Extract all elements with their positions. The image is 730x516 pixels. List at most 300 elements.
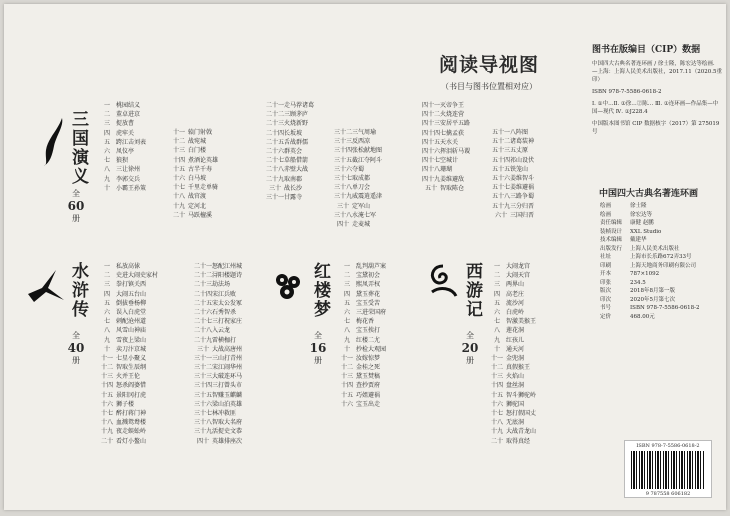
volume-title: 桃园结义	[116, 102, 141, 109]
volume-title: 梅花香	[356, 318, 375, 326]
spec-value: 上海市长乐路672弄33号	[630, 254, 692, 260]
title-list-item	[170, 128, 218, 137]
volume-title: 火并王伦	[116, 373, 141, 381]
title-list-item	[266, 129, 314, 138]
title-list-item	[338, 262, 386, 271]
title-list-item	[488, 437, 536, 446]
title-list-item	[194, 409, 242, 418]
volume-title: 三分归晋	[510, 202, 535, 210]
volume-number: 三	[103, 281, 110, 289]
spec-row	[600, 296, 699, 305]
volume-title: 白马坡	[188, 174, 207, 182]
title-list-item	[98, 138, 146, 147]
title-list-item	[266, 101, 314, 110]
volume-number: 十九	[100, 428, 113, 436]
volume-number: 九	[343, 336, 350, 344]
volume-title: 三国归晋	[510, 211, 535, 219]
volume-number: 十一	[172, 129, 185, 136]
volume-number: 二十五	[266, 138, 285, 146]
shuihu-col-2	[194, 262, 242, 446]
spec-value: ISBN 978-7-5586-0618-2	[630, 305, 700, 311]
volume-number: 五十三	[492, 147, 511, 155]
volume-number: 十八	[100, 419, 113, 427]
cip-line: 中国版本图书馆 CIP 数据核字（2017）第 275019 号	[592, 121, 720, 135]
flower-icon	[272, 270, 304, 304]
volume-number: 三十一	[194, 354, 213, 362]
volume-title: 英雄排座次	[212, 437, 243, 445]
volume-number: 十七	[100, 410, 113, 417]
title-list-item	[98, 299, 158, 308]
title-list-item	[334, 137, 382, 146]
volume-count-sanguo	[62, 188, 90, 224]
spec-label: 绘画	[600, 211, 612, 218]
volume-title: 七擒孟获	[440, 129, 465, 137]
title-list-item	[194, 290, 242, 299]
book-title-sanguo: 三国演义	[68, 110, 88, 186]
volume-title: 金桂之死	[356, 364, 381, 372]
volume-number: 三十五	[194, 391, 213, 399]
volume-number: 十八	[490, 419, 503, 427]
title-list-item	[488, 326, 536, 335]
title-list-item	[338, 280, 386, 289]
volume-number: 四十八	[422, 166, 441, 174]
volume-title: 珊瑚	[440, 166, 453, 174]
title-list-item	[492, 211, 534, 220]
volume-number: 四	[103, 129, 110, 137]
title-list-item	[98, 437, 158, 446]
volume-number: 二十一	[266, 102, 285, 109]
volume-number: 二十	[490, 437, 503, 445]
volume-title: 三山打青州	[212, 354, 243, 362]
title-list-item	[170, 137, 218, 146]
spec-row	[600, 211, 699, 220]
volume-number: 二	[103, 111, 110, 119]
title-list-item	[266, 175, 314, 184]
volume-title: 看灯小鳌山	[116, 437, 147, 445]
volume-title: 董卓进京	[116, 111, 141, 119]
volume-number: 二十八	[266, 166, 285, 174]
barcode-digits: 9 787558 606182	[645, 491, 691, 497]
volume-number: 十九	[490, 428, 503, 436]
title-list-item	[98, 129, 146, 138]
volume-title: 雷横枷打	[212, 336, 237, 344]
volume-title: 取南郡	[284, 175, 303, 183]
volume-title: 活捉史文恭	[212, 428, 243, 436]
volume-title: 夜走蜈蚣岭	[116, 428, 147, 436]
spec-row	[600, 228, 699, 237]
volume-title: 红孩儿	[506, 336, 525, 344]
title-list-item	[266, 165, 314, 174]
sanguo-col-1	[98, 101, 146, 193]
volume-title: 安居平五路	[440, 120, 471, 128]
volume-number: 六	[103, 147, 110, 155]
volume-title: 战宛城	[188, 138, 207, 146]
volume-title: 宝玉出走	[356, 400, 381, 408]
volume-number: 四十	[196, 437, 209, 445]
sanguo-col-2	[170, 128, 218, 220]
volume-title: 卖刀汴京城	[116, 345, 147, 353]
volume-number: 十一	[490, 354, 503, 362]
volume-title: 狼狈	[116, 157, 129, 165]
title-list-item	[98, 400, 158, 409]
volume-title: 长坂坡	[284, 129, 303, 137]
volume-title: 史进大闹史家村	[116, 272, 159, 280]
spec-row	[600, 304, 699, 313]
title-list-item	[488, 381, 536, 390]
spec-value: 上海天地商务印刷有限公司	[630, 262, 697, 269]
page-title: 阅读导视图	[438, 54, 539, 76]
volume-number: 五十四	[492, 156, 511, 164]
title-list-item	[98, 175, 146, 184]
volume-number: 三十八	[334, 184, 353, 192]
title-list-item	[334, 146, 382, 155]
volume-number: 三十	[336, 202, 349, 210]
volume-title: 怒杀阎婆惜	[116, 382, 147, 390]
title-list-item	[488, 299, 536, 308]
title-list-item	[488, 271, 536, 280]
volume-title: 八阵图	[510, 129, 529, 136]
title-list-item	[98, 101, 146, 110]
volume-number: 六十	[494, 211, 507, 219]
title-list-item	[422, 119, 470, 128]
title-list-item	[338, 400, 386, 409]
volume-title: 灭帝争王	[440, 102, 465, 109]
title-list-item	[422, 184, 470, 193]
title-list-item	[98, 308, 158, 317]
volume-number: 三	[343, 281, 350, 289]
title-list-item	[170, 211, 218, 220]
volume-title: 倒拔垂杨柳	[116, 299, 147, 307]
title-list-item	[488, 418, 536, 427]
title-list-item	[338, 336, 386, 345]
title-list-item	[334, 202, 382, 211]
volume-title: 三进荣国府	[356, 308, 387, 316]
spec-label: 版次	[600, 288, 612, 294]
volume-title: 空城计	[440, 157, 459, 165]
title-list-item	[492, 165, 534, 174]
volume-title: 黛玉焚稿	[356, 373, 381, 381]
volume-number: 五	[103, 299, 110, 307]
volume-number: 二	[493, 272, 500, 280]
volume-title: 宋太公发冢	[212, 299, 243, 307]
volume-title: 智赚玉麒麟	[212, 391, 243, 399]
volume-title: 两界山	[506, 281, 525, 289]
volume-number: 一	[343, 263, 350, 270]
volume-title: 辕门射戟	[188, 129, 213, 136]
title-list-item	[194, 427, 242, 436]
vol-number: 60	[67, 199, 85, 213]
volume-number: 五	[493, 299, 500, 307]
volume-number: 五十一	[492, 129, 511, 136]
volume-title: 入云龙	[212, 327, 231, 335]
volume-title: 大闹龙宫	[506, 263, 531, 270]
volume-number: 二十七	[194, 318, 213, 326]
volume-number: 十四	[340, 382, 353, 390]
title-list-item	[492, 183, 534, 192]
volume-number: 十九	[172, 202, 185, 210]
volume-number: 十五	[340, 391, 353, 399]
title-list-item	[492, 174, 534, 183]
volume-number: 十三	[340, 373, 353, 381]
spec-row	[600, 270, 699, 279]
cloud-swirl-icon	[426, 262, 460, 302]
volume-number: 三十七	[194, 410, 213, 417]
volume-title: 单刀会	[352, 184, 371, 192]
volume-title: 黛玉葬花	[356, 290, 381, 298]
title-list-item	[334, 156, 382, 165]
volume-number: 二	[343, 272, 350, 280]
volume-title: 挥泪斩马谡	[440, 147, 471, 155]
title-list-item	[194, 437, 242, 446]
volume-title: 凤仪亭	[116, 147, 135, 155]
volume-title: 红楼二尤	[356, 336, 381, 344]
volume-number: 三十七	[334, 174, 353, 182]
volume-number: 二十三	[194, 281, 213, 289]
title-list-item	[422, 110, 470, 119]
volume-title: 火焰山	[506, 373, 525, 381]
volume-title: 截江夺阿斗	[352, 156, 383, 164]
honglou-col	[338, 262, 386, 409]
title-list-item	[266, 119, 314, 128]
volume-number: 三十四	[194, 382, 213, 390]
title-list-item	[492, 146, 534, 155]
volume-title: 铁笼山	[510, 165, 529, 173]
title-list-item	[170, 192, 218, 201]
volume-number: 四十六	[422, 147, 441, 155]
volume-number: 七	[343, 318, 350, 326]
spec-value: 787×1092	[630, 271, 660, 277]
spec-row	[600, 202, 699, 211]
volume-title: 石秀智杀	[212, 308, 237, 316]
title-list-item	[422, 101, 470, 110]
title-list-item	[422, 147, 470, 156]
volume-title: 三打曾头市	[212, 382, 243, 390]
title-list-item	[194, 308, 242, 317]
volume-title: 捉放曹	[116, 120, 135, 128]
cip-line: ISBN 978-7-5586-0618-2	[592, 89, 662, 95]
volume-number: 五十九	[492, 202, 511, 210]
volume-number: 三十一	[266, 193, 285, 201]
volume-number: 十六	[100, 400, 113, 408]
volume-title: 智取陈仓	[440, 184, 465, 192]
volume-number: 十四	[100, 382, 113, 390]
volume-number: 十三	[100, 373, 113, 381]
volume-title: 定河北	[188, 202, 207, 210]
sanguo-col-6	[492, 128, 534, 220]
volume-number: 五十七	[492, 184, 511, 192]
volume-number: 二十四	[194, 290, 213, 298]
spec-label: 开本	[600, 271, 612, 277]
volume-number: 三十九	[334, 193, 353, 201]
volume-title: 诸葛装神	[510, 138, 535, 146]
volume-number: 十七	[172, 184, 185, 192]
title-list-item	[170, 156, 218, 165]
volume-title: 白门楼	[188, 147, 207, 155]
title-list-item	[98, 317, 158, 326]
title-list-item	[334, 211, 382, 220]
book-back-cover	[4, 4, 726, 510]
volume-number: 三	[493, 281, 500, 289]
volume-number: 八	[343, 327, 350, 335]
volume-title: 汝嫁惊梦	[356, 354, 381, 362]
spec-value: 上海人民美术出版社	[630, 245, 680, 252]
title-list-item	[98, 271, 158, 280]
title-list-item	[334, 220, 382, 229]
spec-row	[600, 219, 699, 228]
volume-number: 十四	[490, 382, 503, 390]
volume-number: 五十	[424, 184, 437, 192]
volume-number: 八	[103, 327, 110, 335]
spec-label: 书号	[600, 305, 612, 311]
volume-number: 九	[103, 175, 110, 183]
volume-title: 智取大名府	[212, 419, 243, 427]
volume-title: 战官渡	[188, 193, 207, 201]
title-list-item	[194, 354, 242, 363]
volume-number: 四十一	[422, 102, 441, 109]
volume-title: 宋江闹华州	[212, 364, 243, 372]
volume-title: 抄检大观园	[356, 345, 387, 353]
volume-title: 反西凉	[352, 138, 371, 146]
title-list-item	[422, 165, 470, 174]
spec-row	[600, 253, 699, 262]
title-list-item	[194, 418, 242, 427]
title-list-item	[338, 290, 386, 299]
volume-title: 流沙河	[506, 299, 525, 307]
volume-number: 二十九	[194, 336, 213, 344]
volume-number: 九	[103, 336, 110, 344]
volume-title: 三打祝家庄	[212, 318, 243, 326]
title-list-item	[98, 409, 158, 418]
spec-value: 徐士隆	[630, 203, 647, 209]
volume-number: 十六	[490, 400, 503, 408]
spec-label: 技术编辑	[600, 237, 623, 243]
spec-row	[600, 262, 699, 271]
volume-number: 三十三	[334, 138, 353, 146]
volume-number: 三十二	[334, 129, 353, 136]
volume-title: 智激美猴王	[506, 318, 537, 326]
cip-line: 中国四大古典名著连环画 / 徐士隆，陈宏达等绘画.	[592, 61, 715, 67]
volume-number: 三十	[196, 345, 209, 353]
title-list-item	[194, 345, 242, 354]
shuihu-col-1	[98, 262, 158, 446]
spec-label: 装帧设计	[600, 228, 623, 235]
cip-line: Ⅰ. ①中…Ⅱ. ①徐…②陈… Ⅲ. ①连环画—作品集—中国—现代 Ⅳ. ①J228.4	[592, 101, 719, 115]
title-list-item	[338, 372, 386, 381]
title-list-item	[488, 290, 536, 299]
title-list-item	[334, 183, 382, 192]
volume-number: 十二	[172, 138, 185, 146]
volume-number: 二十八	[194, 327, 213, 335]
volume-title: 浔阳楼题诗	[212, 272, 243, 280]
title-list-item	[194, 363, 242, 372]
title-list-item	[338, 317, 386, 326]
volume-title: 定军山	[352, 202, 371, 210]
title-list-item	[98, 354, 158, 363]
volume-number: 四	[103, 290, 110, 298]
series-name: 中国四大古典名著连环画	[599, 189, 699, 199]
volume-number: 四十三	[422, 120, 441, 128]
title-list-item	[194, 280, 242, 289]
title-list-item	[338, 299, 386, 308]
volume-number: 五十二	[492, 138, 511, 146]
volume-number: 二十	[100, 437, 113, 445]
sanguo-col-5	[422, 101, 470, 193]
volume-number: 六	[343, 308, 350, 316]
volume-title: 李郭交兵	[116, 175, 141, 183]
volume-number: 三	[103, 120, 110, 128]
volume-number: 三十五	[334, 156, 353, 164]
title-list-item	[170, 174, 218, 183]
volume-number: 三十三	[194, 373, 213, 381]
volume-number: 四十七	[422, 157, 441, 165]
volume-title: 乱判葫芦案	[356, 263, 387, 270]
volume-title: 七星小聚义	[116, 354, 147, 362]
volume-number: 四	[493, 290, 500, 298]
volume-title: 火烧新野	[284, 120, 309, 128]
volume-title: 张松献地图	[352, 147, 383, 155]
volume-number: 十二	[100, 364, 113, 372]
volume-number: 三十六	[334, 165, 353, 173]
title-list-item	[194, 372, 242, 381]
volume-number: 五十八	[492, 193, 511, 201]
volume-title: 白虎岭	[506, 308, 525, 316]
volume-title: 大战高唐州	[212, 345, 243, 353]
volume-number: 十二	[490, 364, 503, 372]
title-list-item	[492, 192, 534, 201]
book-title-shuihu: 水浒传	[68, 262, 88, 319]
volume-number: 五	[103, 138, 110, 146]
title-list-item	[488, 317, 536, 326]
volume-title: 取成都	[352, 174, 371, 182]
title-list-item	[170, 183, 218, 192]
title-list-item	[98, 418, 158, 427]
book-title-xiyou: 西游记	[462, 262, 482, 319]
title-list-item	[266, 138, 314, 147]
volume-number: 二十二	[266, 111, 285, 119]
volume-number: 四十九	[422, 175, 441, 183]
volume-title: 怒配江州城	[212, 263, 243, 270]
volume-number: 二	[103, 272, 110, 280]
volume-number: 十六	[172, 174, 185, 182]
volume-title: 大闹天宫	[506, 272, 531, 280]
volume-title: 宝黛初会	[356, 272, 381, 280]
barcode-isbn: ISBN 978-7-5586-0618-2	[636, 443, 700, 449]
volume-number: 十四	[172, 156, 185, 164]
volume-title: 三顾茅庐	[284, 111, 309, 119]
volume-number: 二十三	[266, 120, 285, 128]
title-list-item	[488, 427, 536, 436]
title-list-item	[338, 391, 386, 400]
isbn-barcode	[624, 440, 712, 498]
volume-title: 马跃檀溪	[188, 211, 213, 219]
title-list-item	[488, 400, 536, 409]
volume-number: 十五	[100, 391, 113, 399]
title-list-item	[98, 290, 158, 299]
volume-title: 千里走单骑	[188, 184, 219, 192]
swallow-bird-icon	[26, 266, 66, 306]
cip-block	[592, 46, 722, 136]
volume-number: 四	[343, 290, 350, 298]
volume-title: 舌战群儒	[284, 138, 309, 146]
volume-count-xiyou: 全 20 册	[461, 331, 479, 365]
volume-title: 熙凤弄权	[356, 281, 381, 289]
title-list-item	[98, 156, 146, 165]
volume-number: 十二	[340, 364, 353, 372]
spec-value: 234.5	[630, 279, 646, 286]
spec-value: XXL Studio	[630, 228, 662, 235]
volume-title: 三气周瑜	[352, 129, 377, 136]
volume-number: 一	[103, 102, 110, 109]
